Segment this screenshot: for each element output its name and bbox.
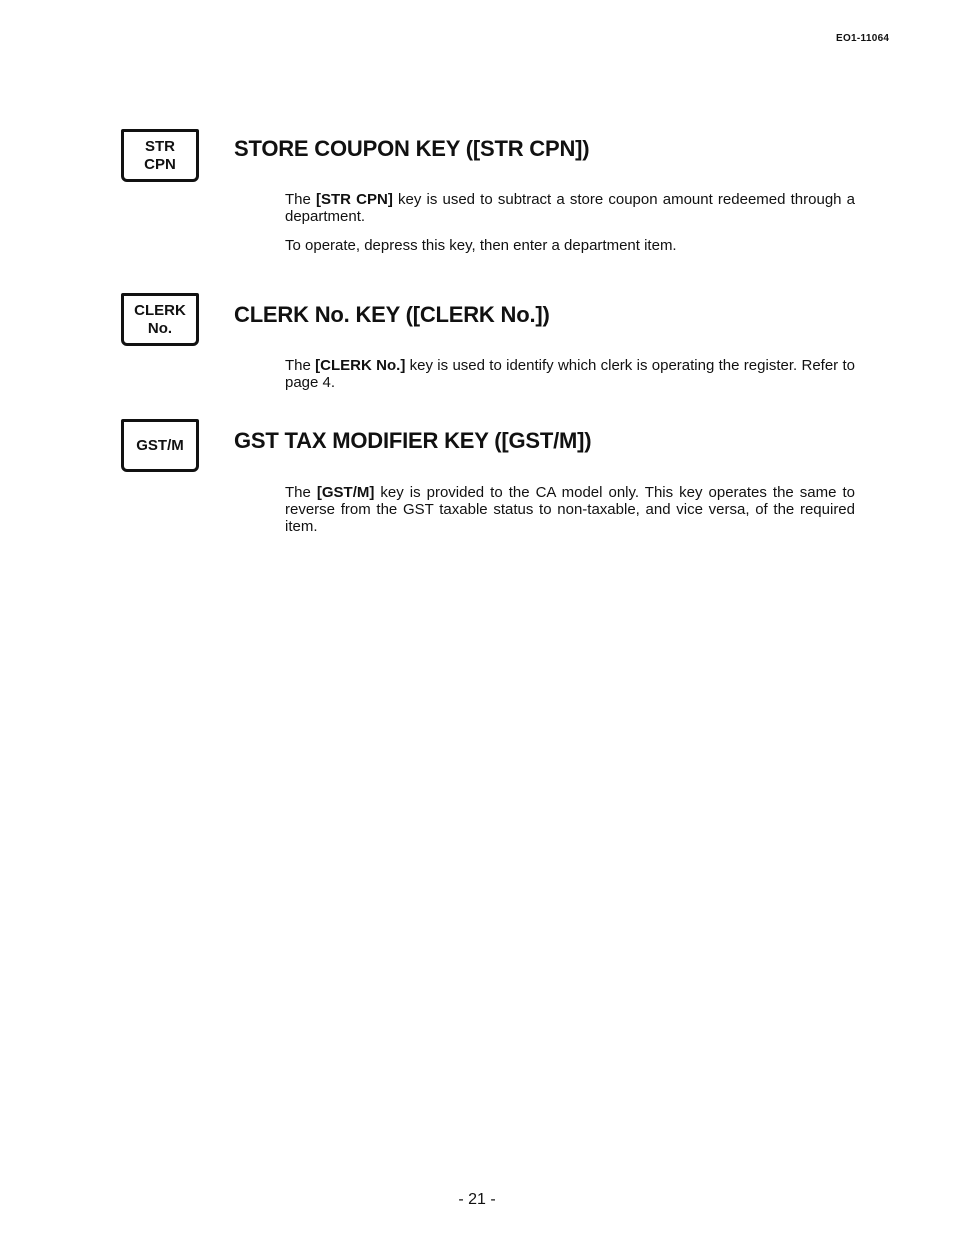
key-label-line1: GST/M — [136, 436, 184, 454]
clerk-no-key-ref: [CLERK No.] — [315, 357, 406, 374]
store-coupon-operation: To operate, depress this key, then enter a department item. — [285, 237, 677, 254]
clerk-no-description: The [CLERK No.] key is used to identify which clerk is operating the register. Refer to page 4. — [285, 357, 855, 391]
clerk-no-key-title: CLERK No. KEY ([CLERK No.]) — [234, 302, 550, 327]
gst-tax-modifier-description: The [GST/M] key is provided to the CA model only. This key operates the same to reverse from the GST taxable status to non-taxable, and vice versa, of the required item. — [285, 484, 855, 535]
clerk-no-key-icon — [121, 293, 199, 346]
key-label-line1: CLERK — [134, 301, 186, 319]
store-coupon-key-title: STORE COUPON KEY ([STR CPN]) — [234, 136, 590, 161]
key-label-line1: STR — [145, 137, 175, 155]
gst-tax-modifier-key-title: GST TAX MODIFIER KEY ([GST/M]) — [234, 428, 592, 453]
store-coupon-description: The [STR CPN] key is used to subtract a store coupon amount redeemed through a department. — [285, 191, 856, 225]
str-cpn-key-icon — [121, 129, 199, 182]
gst-m-key-icon — [121, 419, 199, 472]
key-label-line2: CPN — [144, 155, 176, 173]
store-coupon-key-ref: [STR CPN] — [316, 191, 393, 208]
gst-m-key-ref: [GST/M] — [316, 484, 375, 501]
page-number: - 21 - — [458, 1191, 496, 1208]
key-label-line2: No. — [147, 319, 173, 337]
doc-number: EO1-11064 — [836, 33, 890, 44]
